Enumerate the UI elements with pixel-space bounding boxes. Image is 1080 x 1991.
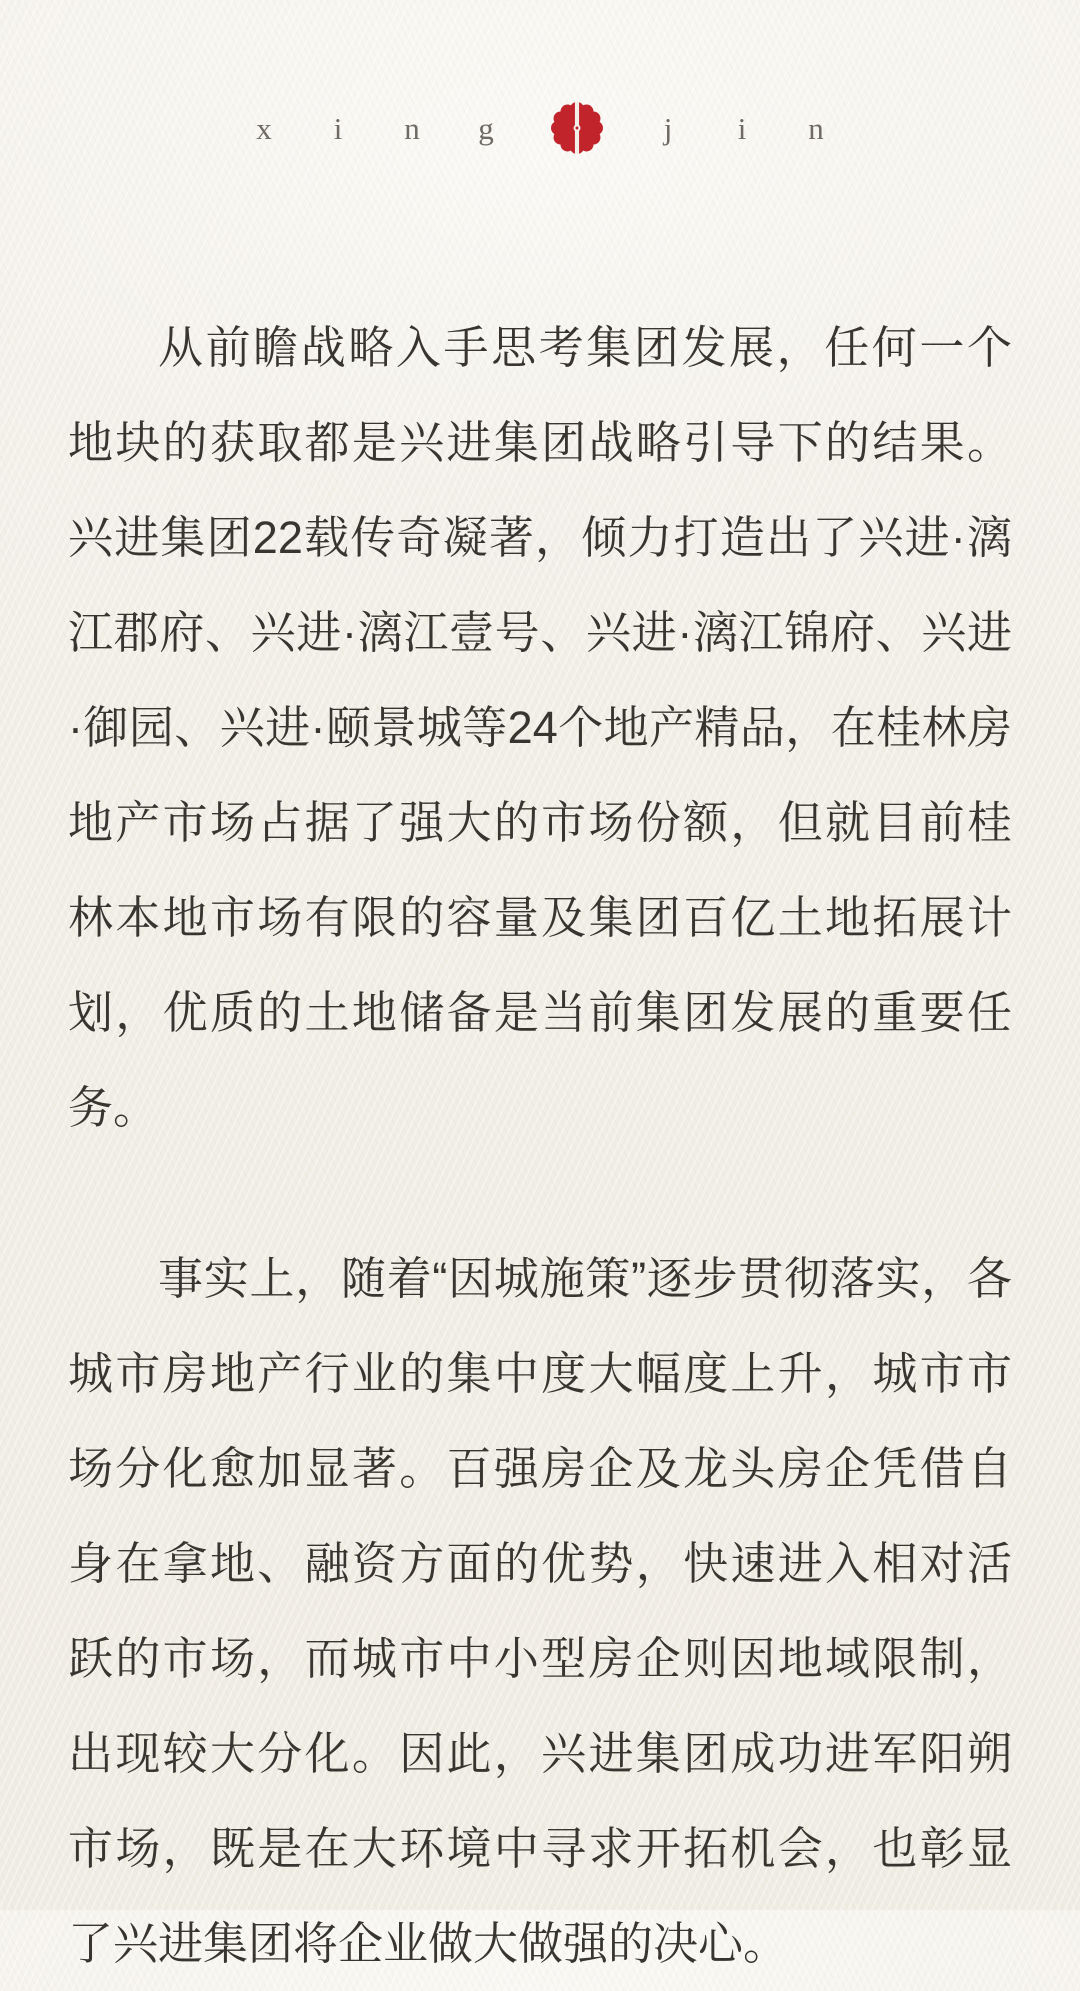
brand-header <box>0 100 1080 156</box>
article-paragraph-1: 从前瞻战略入手思考集团发展，任何一个地块的获取都是兴进集团战略引导下的结果。兴进集团22载传奇凝著，倾力打造出了兴进·漓江郡府、兴进·漓江壹号、兴进·漓江锦府、兴进·御园、兴进·颐景城等24个地产精品，在桂林房地产市场占据了强大的市场份额，但就目前桂林本地市场有限的容量及集团百亿土地拓展计划，优质的土地储备是当前集团发展的重要任务。 <box>68 322 1012 1133</box>
brand-letter: x <box>256 110 272 146</box>
seal-flower-icon <box>551 102 603 154</box>
brand-letter: i <box>333 110 343 146</box>
brand-letter: i <box>737 110 747 146</box>
brand-letter: g <box>478 110 494 146</box>
brand-letter: n <box>808 110 824 146</box>
brand-letter: n <box>404 110 420 146</box>
brand-letter: j <box>663 110 673 146</box>
article-body <box>0 300 1080 1991</box>
article-paragraph-2: 事实上，随着“因城施策”逐步贯彻落实，各城市房地产行业的集中度大幅度上升，城市市场分化愈加显著。百强房企及龙头房企凭借自身在拿地、融资方面的优势，快速进入相对活跃的市场，而城市中小型房企则因地域限制，出现较大分化。因此，兴进集团成功进军阳朔市场，既是在大环境中寻求开拓机会，也彰显了兴进集团将企业做大做强的决心。 <box>68 1253 1012 1969</box>
